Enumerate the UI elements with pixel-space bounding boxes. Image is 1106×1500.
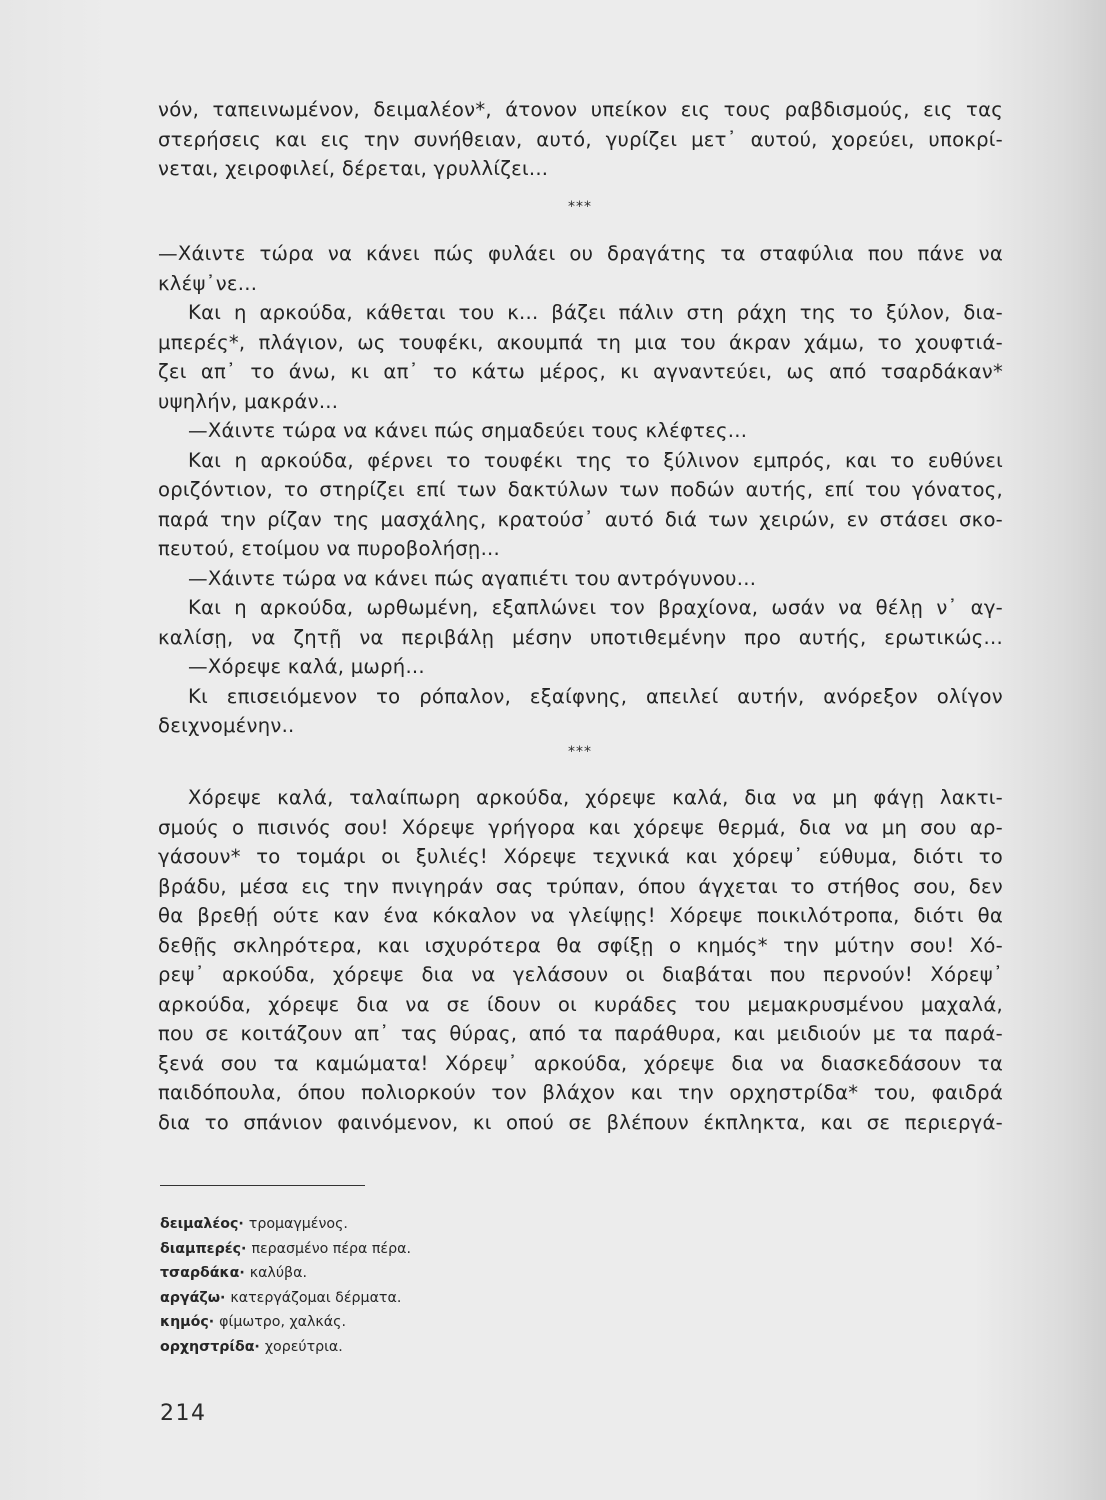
footnote-term: τσαρδάκα· bbox=[160, 1265, 245, 1281]
footnote-definition: φίμωτρο, χαλκάς. bbox=[219, 1314, 346, 1330]
dialogue-section bbox=[158, 239, 1003, 741]
text-line: στερήσεις και εις την συνήθειαν, αυτό, γυρίζει μετ᾿ αυτού, χορεύει, υποκρί- bbox=[158, 127, 1003, 151]
footnote-term: δειμαλέος· bbox=[160, 1216, 244, 1232]
text-line: Και η αρκούδα, κάθεται του κ... βάζει πάλιν στη ράχη της το ξύλον, δια- bbox=[188, 301, 1003, 324]
text-line: που σε κοιτάζουν απ᾿ τας θύρας, από τα παράθυρα, και μειδιούν με τα παρά- bbox=[158, 1022, 1003, 1045]
text-line: παιδόπουλα, όπου πολιορκούν τον βλάχον και την ορχηστρίδα* του, φαιδρά bbox=[158, 1081, 1003, 1104]
paragraph-continuation bbox=[158, 95, 1003, 184]
text-line: καλίσῃ, να ζητῇ να περιβάλῃ μέσην υποτιθεμένην προ αυτής, ερωτικώς... bbox=[158, 625, 1003, 649]
footnote-item bbox=[160, 1261, 411, 1286]
text-line: Κι επισειόμενον το ρόπαλον, εξαίφνης, απειλεί αυτήν, ανόρεξον ολίγον bbox=[188, 684, 1003, 708]
text-line: ξενά σου τα καμώματα! Χόρεψ᾿ αρκούδα, χόρεψε δια να διασκεδάσουν τα bbox=[158, 1051, 1003, 1075]
text-line: ζει απ᾿ το άνω, κι απ᾿ το κάτω μέρος, κι αγναντεύει, ως από τσαρδάκαν* bbox=[158, 360, 1003, 383]
footnote-term: ορχηστρίδα· bbox=[160, 1338, 260, 1355]
footnote-item bbox=[160, 1335, 411, 1360]
footnote-item bbox=[160, 1286, 411, 1311]
text-line: υψηλήν, μακράν... bbox=[158, 389, 339, 413]
text-line: Χόρεψε καλά, ταλαίπωρη αρκούδα, χόρεψε καλά, δια να μη φάγῃ λακτι- bbox=[188, 786, 1003, 809]
text-line: δεθῇς σκληρότερα, και ισχυρότερα θα σφίξῃ ο κημός* την μύτην σου! Χό- bbox=[158, 933, 1003, 957]
text-line: νόν, ταπεινωμένον, δειμαλέον*, άτονον υπείκον εις τους ραβδισμούς, εις τας bbox=[158, 98, 1003, 121]
footnote-definition: χορεύτρια. bbox=[264, 1338, 343, 1355]
text-line: αρκούδα, χόρεψε δια να σε ίδουν οι κυράδες του μεμακρυσμένου μαχαλά, bbox=[158, 992, 1003, 1016]
footnote-definition: τρομαγμένος. bbox=[248, 1216, 348, 1232]
page-number: 214 bbox=[160, 1401, 207, 1426]
footnotes bbox=[160, 1212, 411, 1359]
text-line: πευτού, ετοίμου να πυροβολήσῃ... bbox=[158, 537, 501, 560]
text-line: μπερές*, πλάγιον, ως τουφέκι, ακουμπά τη μια του άκραν χάμω, το χουφτιά- bbox=[158, 330, 1003, 354]
text-line: θα βρεθῄ ούτε καν ένα κόκαλον να γλείψῃς! Χόρεψε ποικιλότροπα, διότι θα bbox=[158, 904, 1003, 927]
text-line: —Χάιντε τώρα να κάνει πώς φυλάει ου δραγάτης τα σταφύλια που πάνε να bbox=[158, 242, 1003, 265]
text-line: —Χάιντε τώρα να κάνει πώς σημαδεύει τους κλέφτες... bbox=[188, 419, 748, 442]
text-line: δια το σπάνιον φαινόμενον, κι οπού σε βλέπουν έκπληκτα, και σε περιεργά- bbox=[158, 1110, 1003, 1134]
footnote-definition: κατεργάζομαι δέρματα. bbox=[230, 1289, 402, 1306]
text-line: Και η αρκούδα, φέρνει το τουφέκι της το ξύλινον εμπρός, και το ευθύνει bbox=[188, 448, 1003, 472]
text-line: οριζόντιον, το στηρίζει επί των δακτύλων των ποδών αυτής, επί του γόνατος, bbox=[158, 478, 1003, 501]
text-line: —Χάιντε τώρα να κάνει πώς αγαπιέτι του αντρόγυνου... bbox=[188, 566, 757, 590]
text-line: βράδυ, μέσα εις την πνιγηράν σας τρύπαν, όπου άγχεται το στήθος σου, δεν bbox=[158, 874, 1003, 898]
footnote-divider bbox=[160, 1185, 365, 1186]
footnote-term: διαμπερές· bbox=[160, 1240, 247, 1257]
text-line: κλέψ᾿νε... bbox=[158, 271, 258, 295]
closing-paragraph bbox=[158, 783, 1003, 1137]
text-line: Και η αρκούδα, ωρθωμένη, εξαπλώνει τον βραχίονα, ωσάν να θέλῃ ν᾿ αγ- bbox=[188, 596, 1003, 619]
footnote-definition: καλύβα. bbox=[249, 1265, 307, 1281]
text-line: δειχνομένην.. bbox=[158, 714, 295, 737]
section-separator: *** bbox=[568, 199, 592, 215]
section-separator: *** bbox=[568, 744, 592, 760]
footnote-item bbox=[160, 1212, 411, 1237]
text-line: γάσουν* το τομάρι οι ξυλιές! Χόρεψε τεχνικά και χόρεψ᾿ εύθυμα, διότι το bbox=[158, 845, 1003, 868]
text-line: ρεψ᾿ αρκούδα, χόρεψε δια να γελάσουν οι διαβάται που περνούν! Χόρεψ᾿ bbox=[158, 963, 1003, 986]
text-line: σμούς ο πισινός σου! Χόρεψε γρήγορα και χόρεψε θερμά, δια να μη σου αρ- bbox=[158, 815, 1003, 839]
footnote-item bbox=[160, 1237, 411, 1262]
footnote-item bbox=[160, 1310, 411, 1335]
text-line: νεται, χειροφιλεί, δέρεται, γρυλλίζει... bbox=[158, 157, 549, 180]
text-line: —Χόρεψε καλά, μωρή... bbox=[188, 655, 425, 678]
footnote-definition: περασμένο πέρα πέρα. bbox=[251, 1240, 411, 1257]
text-line: παρά την ρίζαν της μασχάλης, κρατούσ᾿ αυτό διά των χειρών, εν στάσει σκο- bbox=[158, 507, 1003, 531]
footnote-term: αργάζω· bbox=[160, 1289, 226, 1306]
footnote-term: κημός· bbox=[160, 1314, 215, 1330]
